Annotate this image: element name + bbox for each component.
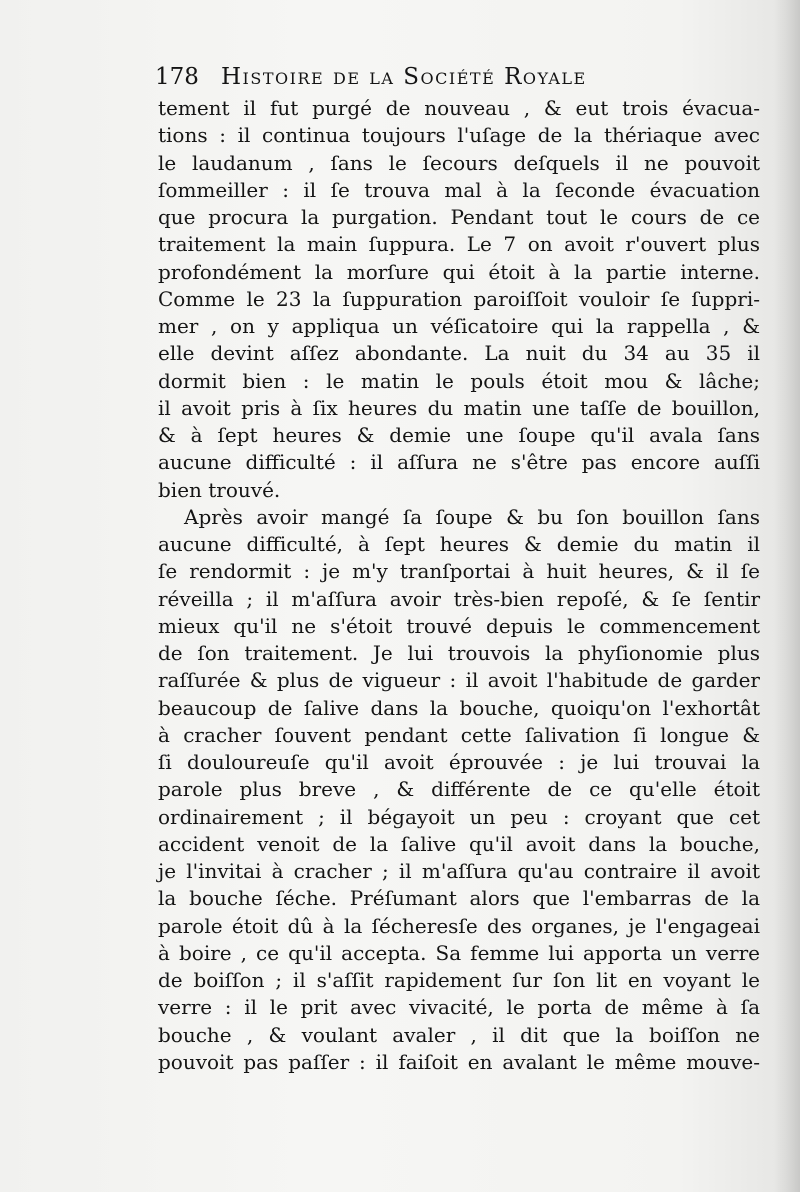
text-line: à boire , ce qu'il accepta. Sa femme lui apporta un verre	[158, 940, 760, 965]
text-line: traitement la main ſuppura. Le 7 on avoit r'ouvert plus	[158, 232, 760, 257]
text-line: raſſurée & plus de vigueur : il avoit l'habitude de garder	[158, 668, 760, 693]
text-line: elle devint aſſez abondante. La nuit du 34 au 35 il	[158, 341, 760, 366]
text-line: Après avoir mangé ſa ſoupe & bu ſon bouillon ſans	[184, 504, 760, 529]
text-line: la bouche ſéche. Préſumant alors que l'embarras de la	[158, 886, 760, 911]
text-line: beaucoup de ſalive dans la bouche, quoiqu'on l'exhortât	[158, 695, 760, 720]
text-line: pouvoit pas paſſer : il faiſoit en avalant le même mouve-	[158, 1049, 760, 1074]
text-line: ſe rendormit : je m'y tranſportai à huit heures, & il ſe	[158, 559, 760, 584]
text-line: tions : il continua toujours l'uſage de la thériaque avec	[158, 123, 760, 148]
text-line: que procura la purgation. Pendant tout le cours de ce	[158, 205, 760, 229]
body-text	[158, 95, 760, 1076]
text-line: le laudanum , ſans le ſecours deſquels il ne pouvoit	[158, 150, 760, 175]
text-line: Comme le 23 la ſuppuration paroiſſoit vouloir ſe ſuppri-	[158, 286, 760, 311]
text-line: à cracher ſouvent pendant cette ſalivation ſi longue &	[158, 722, 760, 747]
text-line: accident venoit de la ſalive qu'il avoit dans la bouche,	[158, 831, 760, 856]
page-gutter-shadow	[774, 0, 800, 1192]
text-line: parole plus breve , & différente de ce qu'elle étoit	[158, 777, 760, 802]
text-line: & à ſept heures & demie une ſoupe qu'il avala ſans	[158, 423, 760, 447]
text-line: il avoit pris à ſix heures du matin une taſſe de bouillon,	[158, 395, 760, 420]
text-line: réveilla ; il m'aſſura avoir très-bien repoſé, & ſe ſentir	[158, 586, 760, 611]
text-line: je l'invitai à cracher ; il m'aſſura qu'au contraire il avoit	[158, 859, 760, 883]
text-line: bouche , & voulant avaler , il dit que la boiſſon ne	[158, 1022, 760, 1047]
text-line: profondément la morſure qui étoit à la partie interne.	[158, 259, 760, 284]
text-line: ſi douloureuſe qu'il avoit éprouvée : je lui trouvai la	[158, 750, 760, 774]
text-line: mer , on y appliqua un véſicatoire qui la rappella , &	[158, 314, 760, 338]
text-line: de ſon traitement. Je lui trouvois la phyſionomie plus	[158, 641, 760, 665]
text-line: de boiſſon ; il s'aſſit rapidement ſur ſon lit en voyant le	[158, 968, 760, 992]
text-line: dormit bien : le matin le pouls étoit mou & lâche;	[158, 368, 760, 393]
text-line: mieux qu'il ne s'étoit trouvé depuis le commencement	[158, 613, 760, 638]
text-line: ſommeiller : il ſe trouva mal à la ſeconde évacuation	[158, 177, 760, 202]
text-line: verre : il le prit avec vivacité, le porta de même à ſa	[158, 995, 760, 1020]
page-number: 178	[155, 64, 199, 90]
text-line: parole étoit dû à la ſécheresſe des organes, je l'engageai	[158, 913, 760, 938]
text-line: bien trouvé.	[158, 477, 281, 502]
text-line: aucune difficulté, à ſept heures & demie du matin il	[158, 532, 760, 556]
text-line: tement il fut purgé de nouveau , & eut trois évacua-	[158, 96, 760, 120]
running-head	[155, 62, 755, 92]
text-line: ordinairement ; il bégayoit un peu : croyant que cet	[158, 804, 760, 829]
running-title: Histoire de la Société Royale	[221, 64, 587, 90]
text-line: aucune difficulté : il aſſura ne s'être pas encore auſſi	[158, 450, 760, 475]
